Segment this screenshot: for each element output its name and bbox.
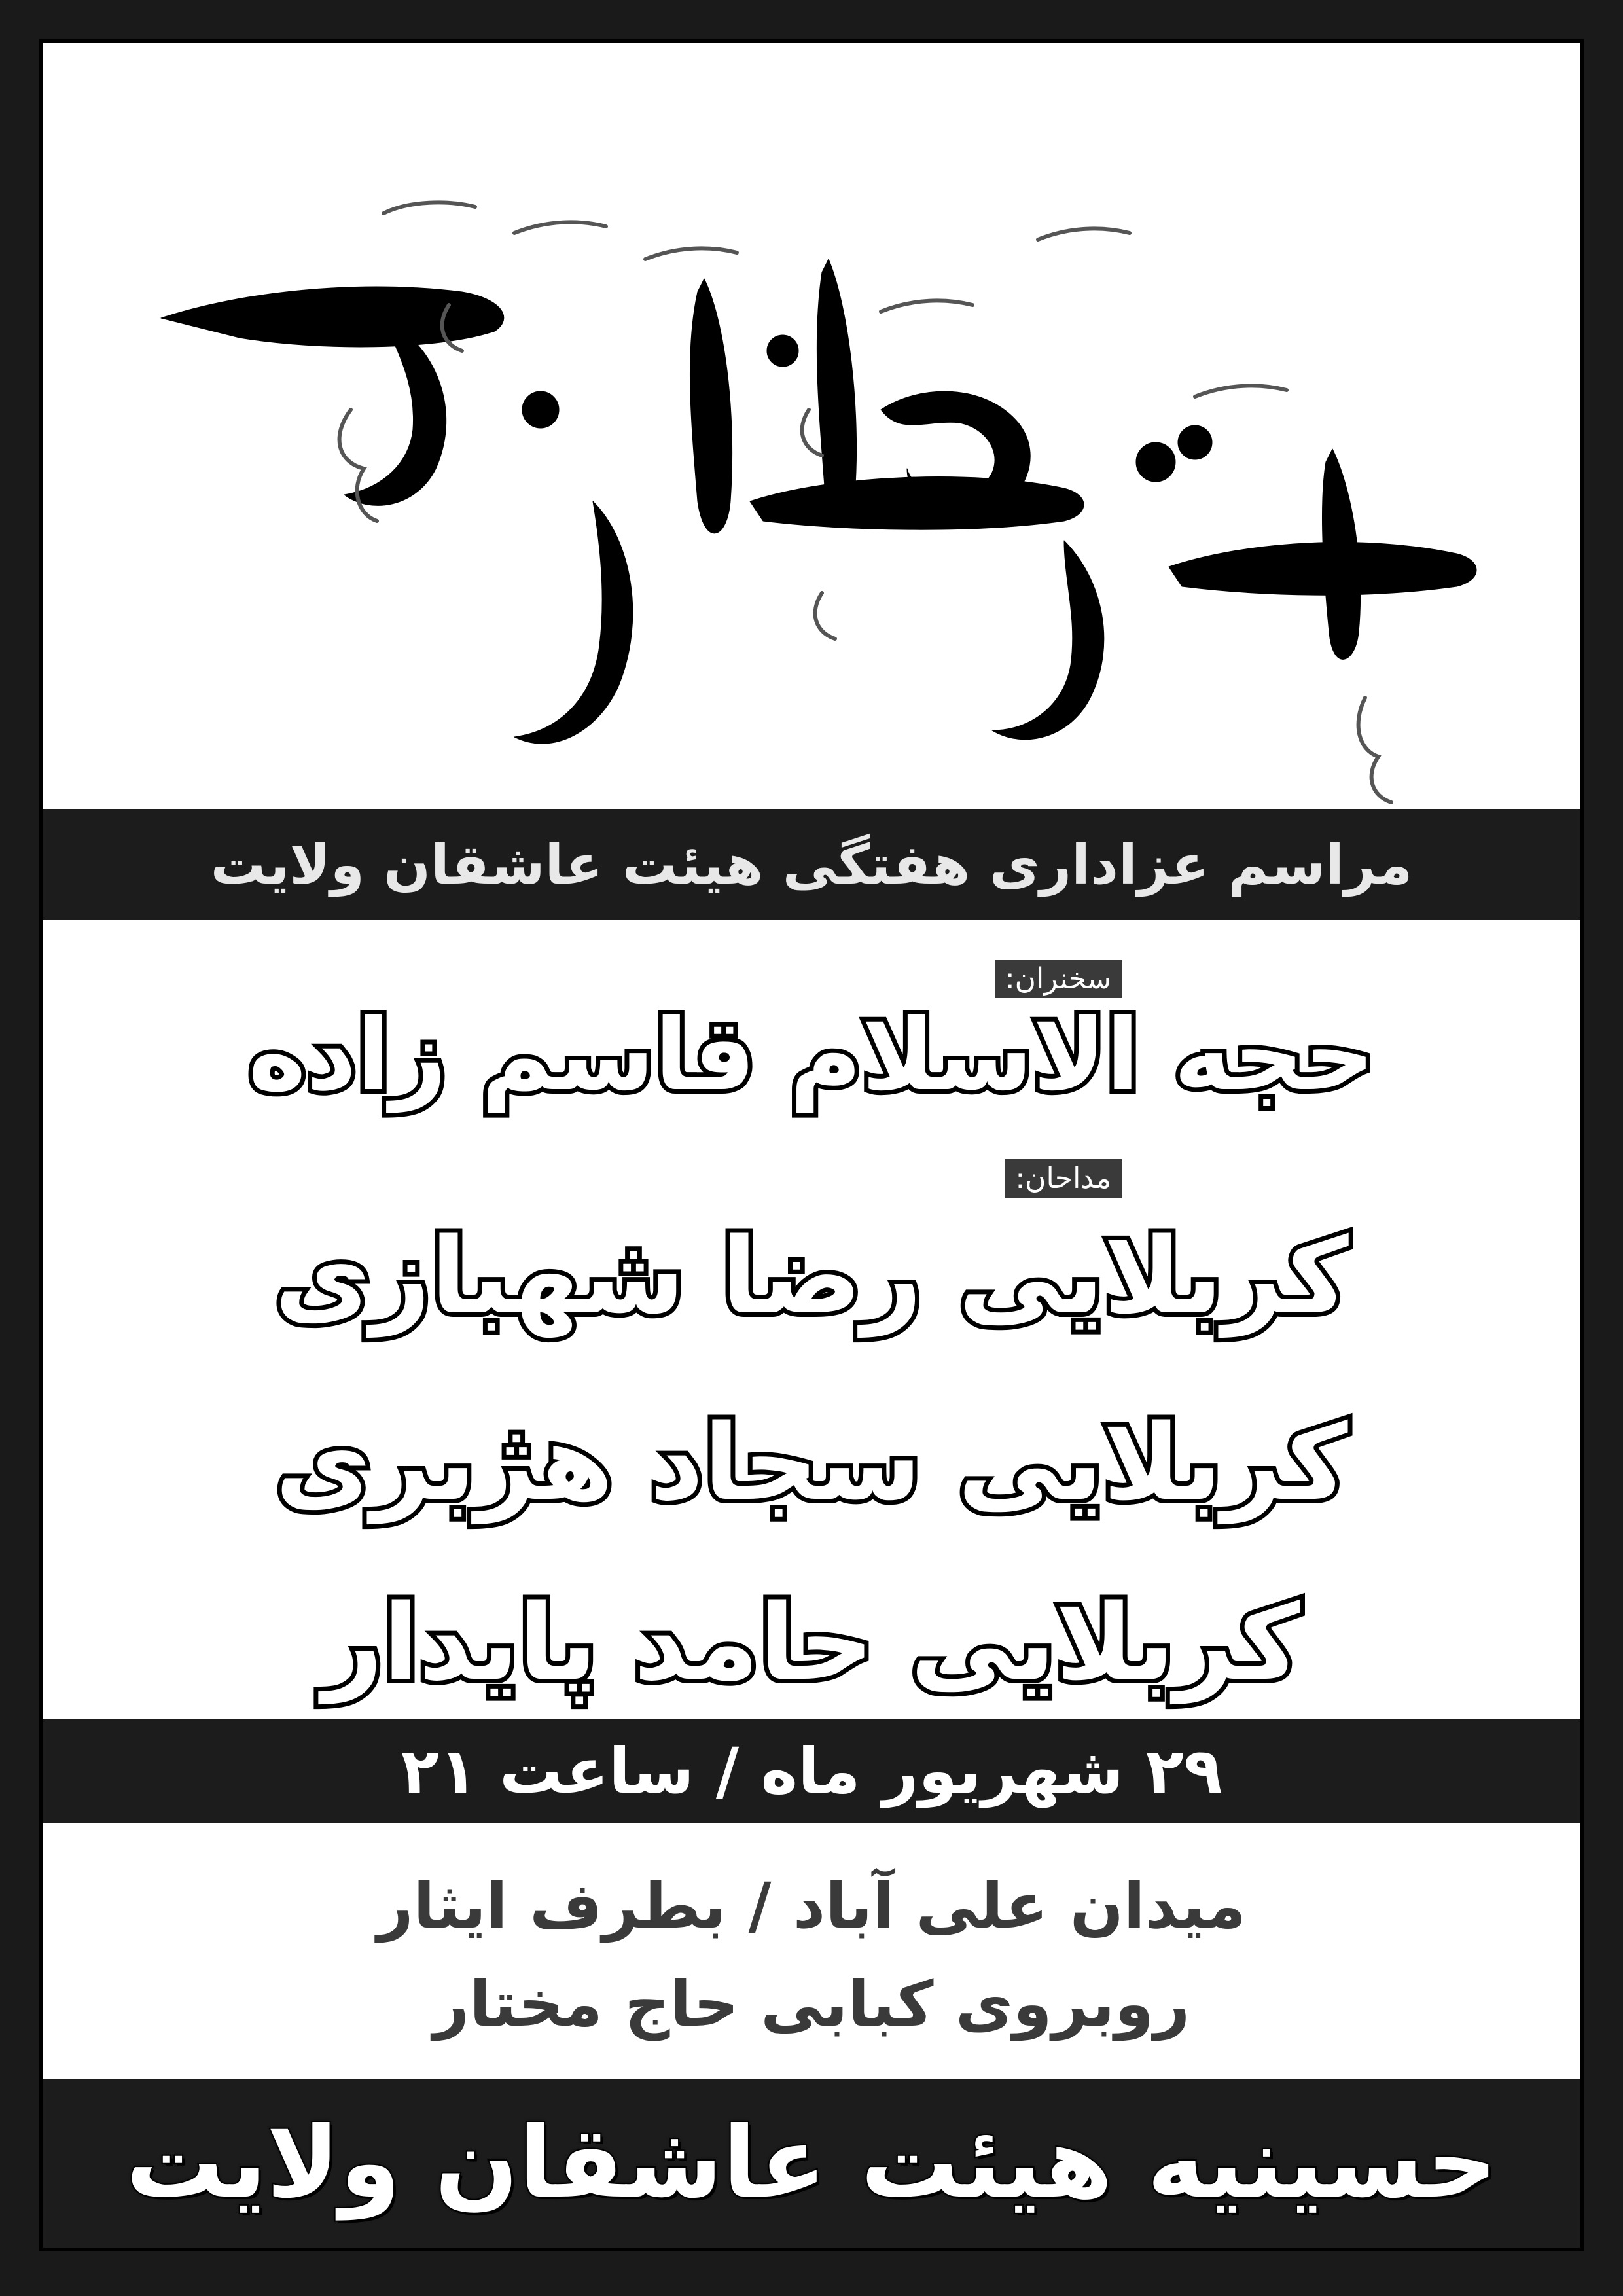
venue-banner: [43, 2079, 1580, 2248]
event-banner: [43, 809, 1580, 920]
address-line: میدان علی آباد / بطرف ایثار: [377, 1869, 1246, 1943]
eulogist-name: کربلایی رضا شهبازی: [274, 1215, 1349, 1337]
calligraphy-logo: [43, 43, 1580, 816]
calligraphy-alt-text: امیری حسین و نعم الامیر: [808, 789, 815, 790]
speaker-name: حجه الاسلام قاسم زاده: [248, 999, 1375, 1113]
eulogist-name: کربلایی سجاد هژبری: [275, 1401, 1348, 1524]
date-banner: [43, 1719, 1580, 1823]
date-time: ۲۹ شهریور ماه / ساعت ۲۱: [401, 1734, 1222, 1808]
calligraphy-drawing: [43, 43, 1580, 816]
address-line: روبروی کبابی حاج مختار: [433, 1967, 1190, 2041]
eulogists-label: مداحان:: [1005, 1159, 1122, 1198]
speaker-label: سخنران:: [995, 960, 1122, 998]
eulogist-name: کربلایی حامد پایدار: [323, 1581, 1300, 1704]
poster-frame: [39, 39, 1584, 2251]
event-title: مراسم عزاداری هفتگی هیئت عاشقان ولایت: [210, 833, 1413, 897]
venue-name: حسینیه هیئت عاشقان ولایت: [126, 2106, 1497, 2220]
